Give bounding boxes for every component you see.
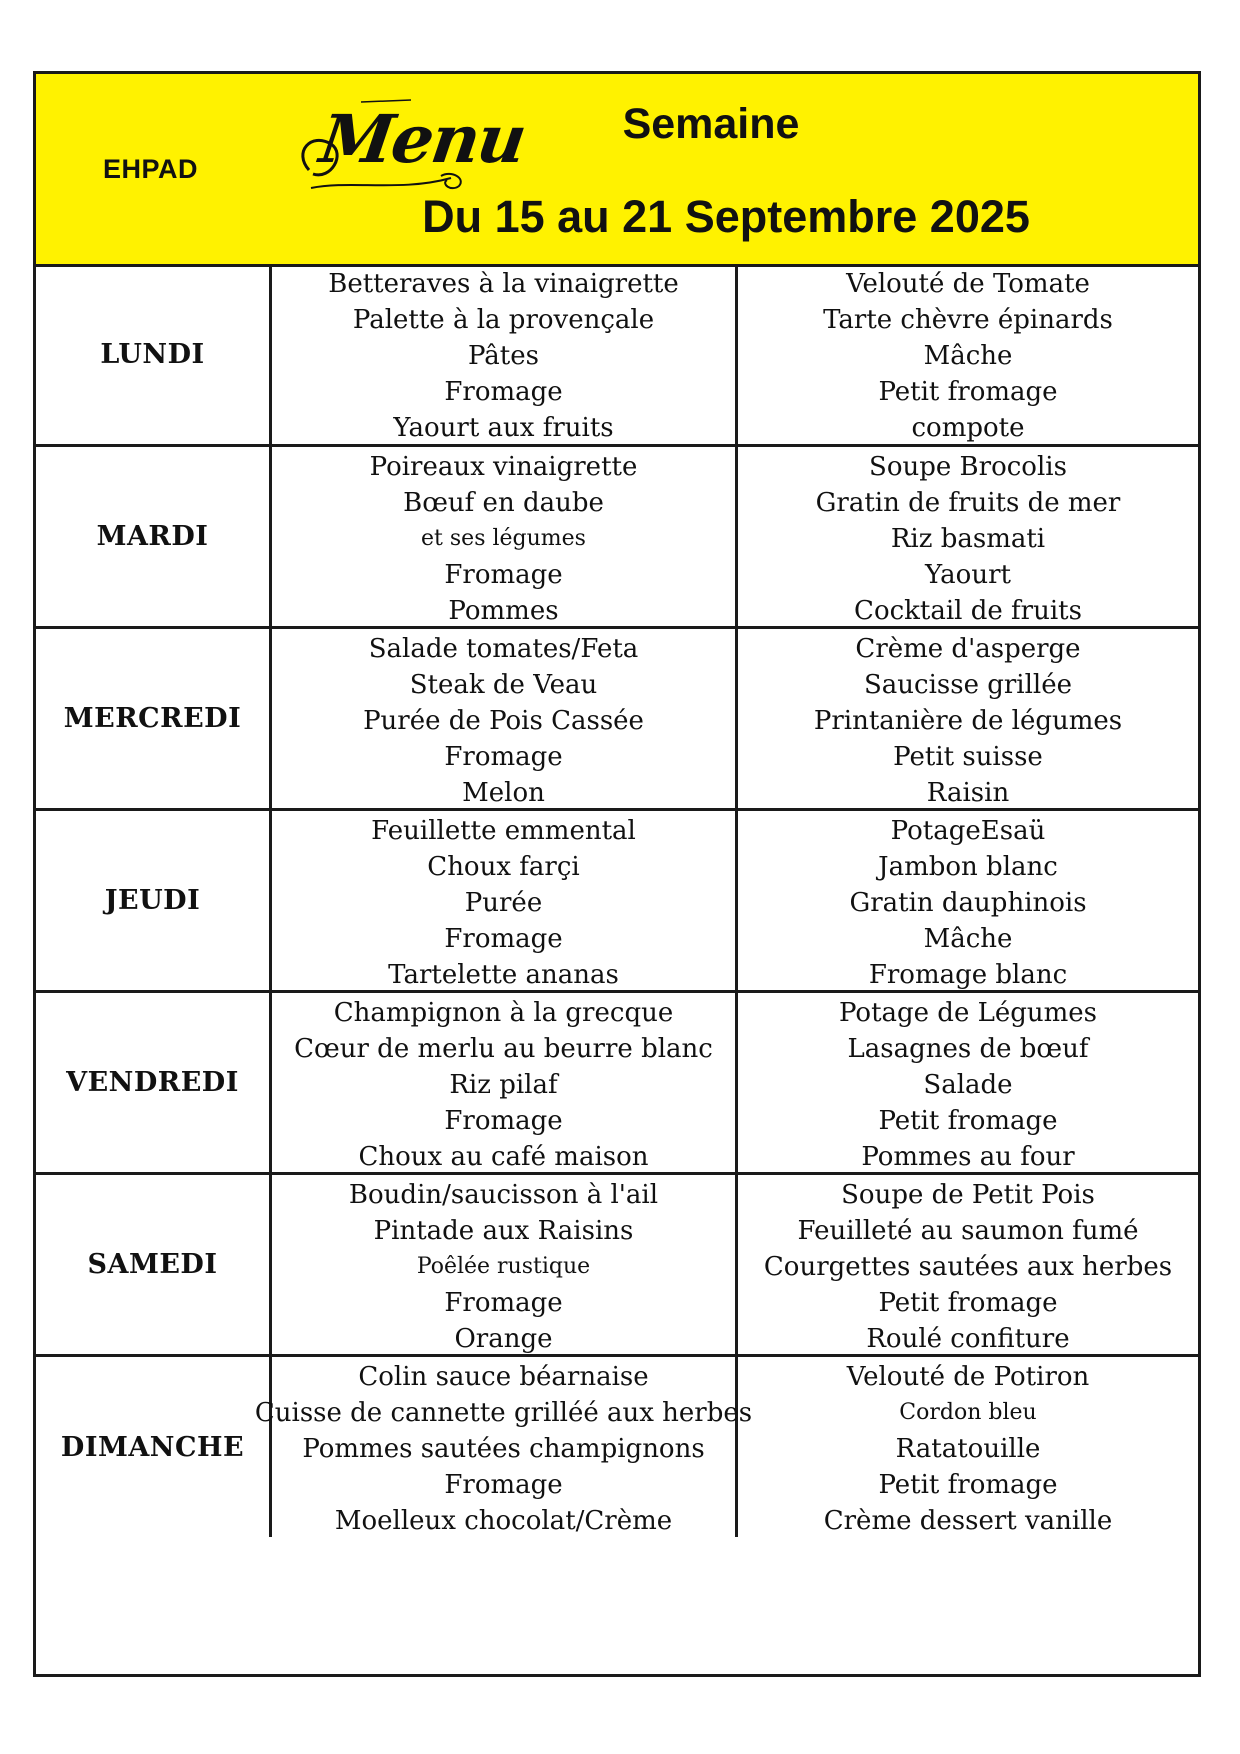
day-row <box>36 264 1198 447</box>
dinner-cell <box>738 447 1198 626</box>
menu-table <box>36 264 1198 1674</box>
menu-item: Soupe Brocolis <box>869 452 1067 482</box>
menu-item: Choux farçi <box>427 852 580 882</box>
menu-item: Cordon bleu <box>899 1400 1037 1425</box>
lunch-cell <box>272 447 738 626</box>
page-title: Semaine <box>622 100 800 148</box>
period-title: Du 15 au 21 Septembre 2025 <box>422 191 1030 242</box>
menu-item: Orange <box>454 1324 553 1354</box>
menu-item: Poêlée rustique <box>416 1254 591 1279</box>
dinner-cell <box>738 629 1198 808</box>
menu-item: Choux au café maison <box>358 1142 649 1172</box>
menu-item: Purée <box>464 888 543 918</box>
menu-item: Jambon blanc <box>878 852 1058 882</box>
menu-item: Ratatouille <box>895 1434 1041 1464</box>
menu-item: Pommes <box>448 596 559 626</box>
menu-item: Salade tomates/Feta <box>368 634 639 664</box>
menu-item: Betteraves à la vinaigrette <box>328 269 679 299</box>
menu-item: Pintade aux Raisins <box>373 1216 634 1246</box>
menu-item: Yaourt <box>925 560 1011 590</box>
day-row <box>36 447 1198 629</box>
menu-item: Colin sauce béarnaise <box>358 1362 649 1392</box>
dinner-cell <box>738 264 1198 444</box>
menu-item: Palette à la provençale <box>352 305 655 335</box>
day-name: JEUDI <box>36 811 272 990</box>
menu-item: Fromage <box>444 924 563 954</box>
menu-item: Fromage <box>444 377 563 407</box>
menu-item: Petit fromage <box>878 377 1058 407</box>
day-name: DIMANCHE <box>36 1357 272 1537</box>
menu-item: Courgettes sautées aux herbes <box>763 1252 1173 1282</box>
menu-item: Fromage <box>444 1470 563 1500</box>
menu-item: Petit fromage <box>878 1288 1058 1318</box>
lunch-cell <box>272 811 738 990</box>
menu-item: Fromage <box>444 1288 563 1318</box>
menu-item: Tarte chèvre épinards <box>823 305 1113 335</box>
menu-item: compote <box>911 413 1025 443</box>
menu-item: Mâche <box>923 341 1013 371</box>
menu-item: Crème dessert vanille <box>823 1506 1113 1536</box>
day-row <box>36 993 1198 1175</box>
day-row <box>36 1175 1198 1357</box>
day-name: SAMEDI <box>36 1175 272 1354</box>
lunch-cell <box>272 1175 738 1354</box>
menu-header <box>36 74 1198 267</box>
menu-item: Soupe de Petit Pois <box>841 1180 1095 1210</box>
menu-item: Yaourt aux fruits <box>393 413 614 443</box>
dinner-cell <box>738 811 1198 990</box>
menu-item: Feuilleté au saumon fumé <box>797 1216 1139 1246</box>
menu-item: Petit suisse <box>893 742 1043 772</box>
menu-item: Moelleux chocolat/Crème <box>334 1506 673 1536</box>
lunch-cell <box>272 993 738 1172</box>
menu-item: Gratin de fruits de mer <box>815 488 1121 518</box>
logo-text: Menu <box>315 100 530 178</box>
menu-item: Boudin/saucisson à l'ail <box>348 1180 659 1210</box>
menu-item: Champignon à la grecque <box>333 998 674 1028</box>
menu-logo <box>291 92 530 202</box>
menu-item: Riz pilaf <box>449 1070 558 1100</box>
menu-item: Petit fromage <box>878 1470 1058 1500</box>
day-row <box>36 811 1198 993</box>
menu-item: Lasagnes de bœuf <box>847 1034 1089 1064</box>
menu-item: Potage de Légumes <box>838 998 1098 1028</box>
menu-item: Fromage <box>444 560 563 590</box>
lunch-cell <box>272 629 738 808</box>
menu-item: Printanière de légumes <box>813 706 1123 736</box>
menu-item: Poireaux vinaigrette <box>369 452 638 482</box>
lunch-cell <box>272 264 738 444</box>
menu-item: Fromage blanc <box>868 960 1068 990</box>
menu-sheet <box>33 71 1201 1677</box>
menu-item: Velouté de Tomate <box>846 269 1090 299</box>
dinner-cell <box>738 993 1198 1172</box>
menu-item: Petit fromage <box>878 1106 1058 1136</box>
menu-item: Riz basmati <box>890 524 1046 554</box>
menu-item: Fromage <box>444 742 563 772</box>
menu-item: Purée de Pois Cassée <box>363 706 644 736</box>
menu-item: Bœuf en daube <box>403 488 604 518</box>
day-row <box>36 1357 1198 1537</box>
menu-item: Cœur de merlu au beurre blanc <box>294 1034 713 1064</box>
lunch-cell <box>254 1357 753 1537</box>
menu-item: Pommes au four <box>861 1142 1075 1172</box>
menu-item: Mâche <box>923 924 1013 954</box>
menu-item: Roulé confiture <box>866 1324 1070 1354</box>
day-name: MERCREDI <box>36 629 272 808</box>
day-row <box>36 629 1198 811</box>
menu-item: Cuisse de cannette grilléé aux herbes <box>254 1398 753 1428</box>
dinner-cell <box>738 1357 1198 1537</box>
menu-item: Saucisse grillée <box>863 670 1073 700</box>
menu-item: Raisin <box>926 778 1010 808</box>
menu-item: PotageEsaü <box>890 816 1046 846</box>
menu-item: Salade <box>923 1070 1013 1100</box>
menu-item: Crème d'asperge <box>855 634 1081 664</box>
menu-item: Fromage <box>444 1106 563 1136</box>
menu-item: Feuillette emmental <box>371 816 636 846</box>
menu-item: Steak de Veau <box>409 670 598 700</box>
menu-item: Tartelette ananas <box>388 960 619 990</box>
dinner-cell <box>738 1175 1198 1354</box>
menu-item: Cocktail de fruits <box>854 596 1082 626</box>
menu-item: Gratin dauphinois <box>849 888 1087 918</box>
menu-item: Velouté de Potiron <box>846 1362 1090 1392</box>
day-name: LUNDI <box>36 264 272 444</box>
day-name: MARDI <box>36 447 272 626</box>
day-name: VENDREDI <box>36 993 272 1172</box>
menu-item: Pommes sautées champignons <box>302 1434 705 1464</box>
menu-item: Melon <box>462 778 545 808</box>
menu-item: Pâtes <box>467 341 539 371</box>
establishment-label: EHPAD <box>103 154 199 184</box>
menu-item: et ses légumes <box>421 526 586 551</box>
